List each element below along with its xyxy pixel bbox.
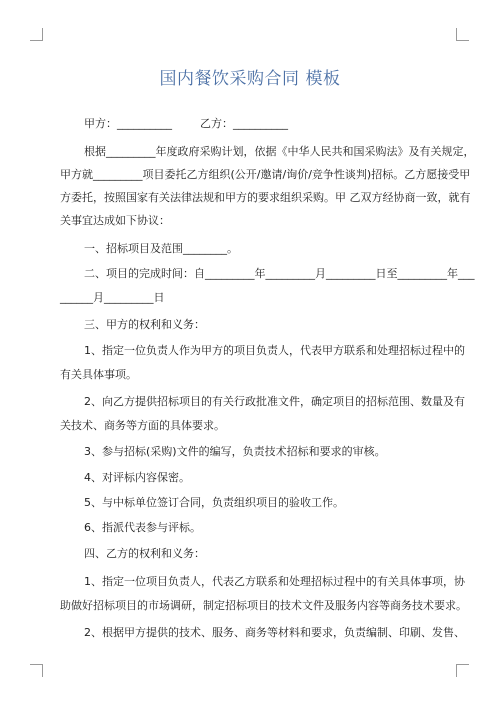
document-title: 国内餐饮采购合同 模板 xyxy=(159,69,341,89)
paragraph-line: 关技术、商务等方面的具体要求。 xyxy=(60,419,225,432)
party-line: 甲方：__________ 乙方：__________ xyxy=(84,117,288,130)
crop-mark-top-right xyxy=(456,28,469,41)
section-heading: 三、甲方的权利和义务： xyxy=(84,318,205,331)
paragraph-line: 3、参与招标(采购)文件的编写，负责技术招标和要求的审核。 xyxy=(84,445,386,458)
paragraph-line: 5、与中标单位签订合同，负责组织项目的验收工作。 xyxy=(84,496,344,509)
paragraph-line: 1、指定一位项目负责人，代表乙方联系和处理招标过程中的有关具体事项，协 xyxy=(84,575,465,588)
paragraph-line: 关事宜达成如下协议： xyxy=(60,214,170,227)
paragraph-line: 2、向乙方提供招标项目的有关行政批准文件，确定项目的招标范围、数量及有 xyxy=(84,395,465,408)
paragraph-line: 甲方就_________项目委托乙方组织(公开/邀请/询价/竞争性谈判)招标。乙方愿接受甲 xyxy=(60,168,471,181)
paragraph-line: 方委托，按照国家有关法律法规和甲方的要求组织采购。甲 乙双方经协商一致，就有 xyxy=(60,191,471,204)
paragraph-line: ______月_________日 xyxy=(60,291,165,304)
paragraph-line: 助做好招标项目的市场调研，制定招标项目的技术文件及服务内容等商务技术要求。 xyxy=(60,599,467,612)
crop-mark-bottom-right xyxy=(456,664,469,677)
paragraph-line: 6、指派代表参与评标。 xyxy=(84,521,201,534)
section-heading: 一、招标项目及范围________。 xyxy=(84,242,238,255)
paragraph-line: 根据_________年度政府采购计划，依据《中华人民共和国采购法》及有关规定， xyxy=(84,145,475,158)
paragraph-line: 二、项目的完成时间：自_________年_________月_________日至_________年___ xyxy=(84,267,475,280)
paragraph-line: 4、对评标内容保密。 xyxy=(84,471,190,484)
paragraph-line: 有关具体事项。 xyxy=(60,368,137,381)
crop-mark-bottom-left xyxy=(30,664,43,677)
paragraph-line: 2、根据甲方提供的技术、服务、商务等材料和要求，负责编制、印刷、发售、 xyxy=(84,626,465,639)
crop-mark-top-left xyxy=(30,28,43,41)
section-heading: 四、乙方的权利和义务： xyxy=(84,547,205,560)
paragraph-line: 1、指定一位负责人作为甲方的项目负责人，代表甲方联系和处理招标过程中的 xyxy=(84,344,465,357)
